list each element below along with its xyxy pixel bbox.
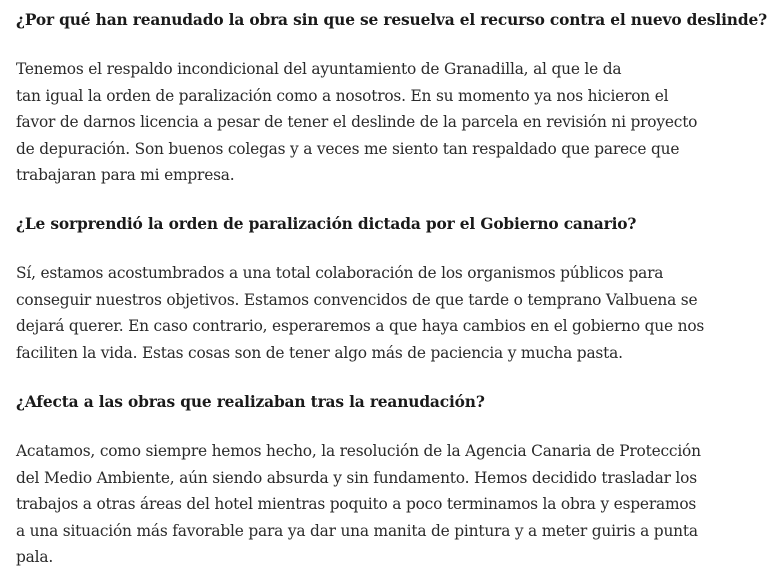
answer-1-line-4: de depuración. Son buenos colegas y a veces me siento tan respaldado que parece que [16, 139, 680, 158]
question-1 [16, 7, 767, 33]
answer-3 [16, 438, 701, 571]
answer-2-line-1: Sí, estamos acostumbrados a una total colaboración de los organismos públicos para [16, 264, 664, 282]
answer-3-line-1: Acatamos, como siempre hemos hecho, la resolución de la Agencia Canaria de Protección [16, 442, 701, 460]
answer-2-line-2: conseguir nuestros objetivos. Estamos convencidos de que tarde o temprano Valbuena se [16, 290, 698, 309]
question-1-text: ¿Por qué han reanudado la obra sin que se resuelva el recurso contra el nuevo deslinde? [16, 11, 767, 29]
answer-1-line-2: tan igual la orden de paralización como a nosotros. En su momento ya nos hicieron el [16, 86, 669, 105]
answer-2-line-4: faciliten la vida. Estas cosas son de tener algo más de paciencia y mucha pasta. [16, 343, 623, 362]
answer-3-line-4: a una situación más favorable para ya dar una manita de pintura y a meter guiris a punta [16, 521, 698, 540]
question-2 [16, 211, 676, 237]
answer-3-line-2: del Medio Ambiente, aún siendo absurda y sin fundamento. Hemos decidido trasladar los [16, 468, 697, 487]
question-3 [16, 389, 676, 415]
answer-3-line-3: trabajos a otras áreas del hotel mientras poquito a poco terminamos la obra y esperamos [16, 495, 697, 513]
answer-2-line-3: dejará querer. En caso contrario, esperaremos a que haya cambios en el gobierno que nos [16, 317, 705, 335]
answer-1-line-1: Tenemos el respaldo incondicional del ayuntamiento de Granadilla, al que le da [16, 60, 622, 78]
answer-3-line-5: pala. [16, 548, 54, 566]
answer-1-line-5: trabajaran para mi empresa. [16, 166, 235, 184]
question-3-text: ¿Afecta a las obras que realizaban tras la reanudación? [16, 393, 485, 411]
question-2-text: ¿Le sorprendió la orden de paralización dictada por el Gobierno canario? [16, 215, 637, 233]
answer-1 [16, 56, 698, 189]
answer-1-line-3: favor de darnos licencia a pesar de tener el deslinde de la parcela en revisión ni proyecto [16, 113, 698, 131]
answer-2 [16, 260, 705, 366]
